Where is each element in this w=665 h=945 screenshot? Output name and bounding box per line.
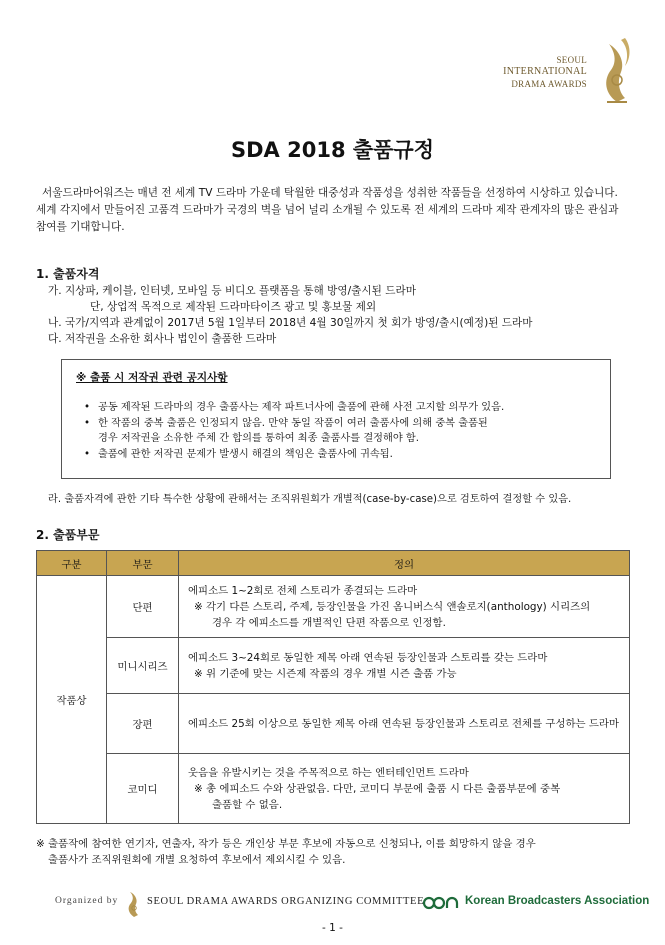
page-title: SDA 2018 출품규정	[230, 138, 435, 162]
footnote	[36, 836, 636, 868]
footnote-line-1: ※ 출품작에 참여한 연기자, 연출자, 작가 등은 개인상 부문 후보에 자동으로 신청되나, 이를 희망하지 않을 경우	[36, 838, 536, 850]
definition-cell: 에피소드 3~24회로 동일한 제목 아래 연속된 등장인물과 스토리를 갖는 드라마 ※ 위 기준에 맞는 시즌제 작품의 경우 개별 시즌 출품 가능	[179, 638, 630, 694]
sda-logo	[489, 28, 639, 106]
sda-emblem-icon	[595, 28, 639, 106]
kba-logo-icon	[423, 895, 461, 911]
organized-by-label: Organized by	[55, 896, 119, 906]
bullet-icon: •	[84, 417, 91, 429]
category-long: 장편	[107, 694, 179, 754]
header-category: 부문	[107, 551, 179, 576]
table-row	[37, 576, 630, 638]
logo-line-1: SEOUL	[556, 55, 587, 65]
definition-cell: 에피소드 25회 이상으로 동일한 제목 아래 연속된 등장인물과 스토리로 전체를 구성하는 드라마	[179, 694, 630, 754]
notice-item: • 공동 제작된 드라마의 경우 출품사는 제작 파트너사에 출품에 관해 사전 고지할 의무가 있음.	[84, 400, 599, 416]
notice-list	[84, 400, 599, 462]
eligibility-ra: 라. 출품자격에 관한 기타 특수한 상황에 관해서는 조직위원회가 개별적(case-by-case)으로 검토하여 결정할 수 있음.	[48, 494, 572, 505]
notice-item: • 한 작품의 중복 출품은 인정되지 않음. 만약 동일 작품이 여러 출품사에 의해 중복 출품된	[84, 416, 599, 432]
table-row	[37, 638, 630, 694]
category-comedy: 코미디	[107, 754, 179, 824]
category-mini-series: 미니시리즈	[107, 638, 179, 694]
section-1-title: 1. 출품자격	[36, 267, 100, 281]
kba-name: Korean Broadcasters Association	[465, 895, 650, 907]
logo-line-3: DRAMA AWARDS	[511, 79, 587, 89]
footnote-line-2: 출품사가 조직위원회에 개별 요청하여 후보에서 제외시킬 수 있음.	[48, 854, 346, 866]
definition-cell: 웃음을 유발시키는 것을 주목적으로 하는 엔터테인먼트 드라마 ※ 총 에피소드 수와 상관없음. 다만, 코미디 부문에 출품 시 다른 출품부문에 중복 출품할 수 없음.	[179, 754, 630, 824]
header-group: 구분	[37, 551, 107, 576]
table-header-row	[37, 551, 630, 576]
sda-emblem-small-icon	[125, 886, 143, 918]
table-row	[37, 754, 630, 824]
eligibility-da: 다. 저작권을 소유한 회사나 법인이 출품한 드라마	[48, 333, 277, 345]
section-eligibility	[36, 266, 636, 347]
header-definition: 정의	[179, 551, 630, 576]
section-2-title: 2. 출품부문	[36, 528, 100, 542]
category-table	[36, 550, 630, 824]
page-number: - 1 -	[322, 922, 343, 934]
notice-title: ※ 출품 시 저작권 관련 공지사항	[76, 372, 228, 384]
category-short: 단편	[107, 576, 179, 638]
notice-item-continued: 경우 저작권을 소유한 주체 간 합의를 통하여 최종 출품사를 결정해야 함.	[98, 433, 420, 444]
committee-name: SEOUL DRAMA AWARDS ORGANIZING COMMITTEE	[147, 896, 425, 907]
bullet-icon: •	[84, 402, 91, 413]
footer-organizers	[55, 884, 650, 924]
notice-item: • 출품에 관한 저작권 문제가 발생시 해결의 책임은 출품사에 귀속됨.	[84, 447, 599, 463]
definition-cell: 에피소드 1~2회로 전체 스토리가 종결되는 드라마 ※ 각기 다른 스토리, 주제, 등장인물을 가진 옴니버스식 앤솔로지(anthology) 시리즈의 경우 각 에피소드를 개별적인 단편 작품으로 인정함.	[179, 576, 630, 638]
intro-text: 서울드라마어워즈는 매년 전 세계 TV 드라마 가운데 탁월한 대중성과 작품성을 성취한 작품들을 선정하여 시상하고 있습니다. 세계 각지에서 만들어진 고품격 드라마가 국경의 벽을 넘어 널리 소개될 수 있도록 전 세계의 드라마 제작 관계자의 많은 관심과 참여를 기대합니다.	[36, 187, 619, 233]
copyright-notice-box	[61, 359, 611, 479]
intro-paragraph	[36, 185, 630, 236]
logo-line-2: INTERNATIONAL	[503, 66, 587, 77]
eligibility-na: 나. 국가/지역과 관계없이 2017년 5월 1일부터 2018년 4월 30일까지 첫 회가 방영/출시(예정)된 드라마	[48, 317, 533, 329]
eligibility-ga: 가. 지상파, 케이블, 인터넷, 모바일 등 비디오 플랫폼을 통해 방영/출시된 드라마	[48, 285, 416, 297]
group-cell: 작품상	[37, 576, 107, 824]
sda-logo-text	[503, 28, 587, 90]
eligibility-ga-sub: 단, 상업적 목적으로 제작된 드라마타이즈 광고 및 홍보물 제외	[90, 301, 377, 313]
table-row	[37, 694, 630, 754]
bullet-icon: •	[84, 448, 91, 460]
